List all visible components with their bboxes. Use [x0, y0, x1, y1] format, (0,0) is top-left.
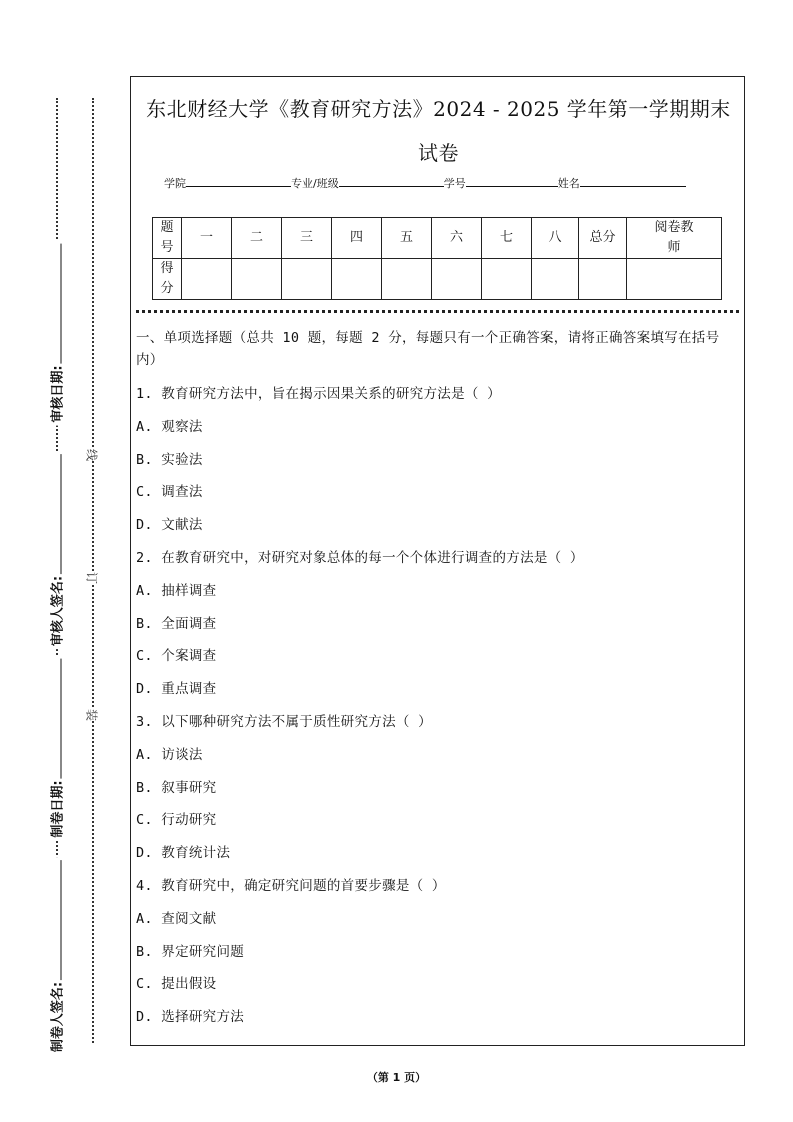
- name-blank[interactable]: [580, 176, 686, 187]
- page-number: （第 1 页）: [366, 1071, 427, 1084]
- question-stem: 3. 以下哪种研究方法不属于质性研究方法（ ）: [136, 713, 432, 730]
- reviewer-signature-label: 审核人签名:: [50, 575, 66, 647]
- section-divider: [136, 310, 739, 313]
- reviewer-signature-blank[interactable]: [51, 454, 62, 574]
- answer-option: C. 个案调查: [136, 648, 217, 665]
- question-stem: 4. 教育研究中，确定研究问题的首要步骤是（ ）: [136, 877, 446, 894]
- total-score-header: 总分: [579, 218, 627, 259]
- answer-option: D. 重点调查: [136, 681, 217, 698]
- answer-option: A. 抽样调查: [136, 582, 217, 599]
- score-cell[interactable]: [182, 259, 232, 300]
- student-id-label: 学号: [443, 177, 466, 190]
- review-date-blank[interactable]: [51, 243, 62, 363]
- cut-mark-staple: 装: [82, 709, 103, 721]
- answer-option: D. 文献法: [136, 517, 203, 534]
- paper-date-field[interactable]: [47, 655, 66, 840]
- score-cell[interactable]: [332, 259, 382, 300]
- college-blank[interactable]: [186, 176, 291, 187]
- student-info-row: [164, 175, 686, 191]
- score-col-header: 六: [432, 218, 482, 259]
- paper-date-label: 制卷日期:: [50, 780, 66, 838]
- score-cell[interactable]: [432, 259, 482, 300]
- grader-cell[interactable]: [627, 259, 722, 300]
- score-table: [152, 217, 722, 300]
- question-stem: 2. 在教育研究中，对研究对象总体的每一个个体进行调查的方法是（ ）: [136, 549, 584, 566]
- answer-option: A. 访谈法: [136, 746, 203, 763]
- paper-maker-signature-field[interactable]: [47, 857, 66, 1055]
- paper-maker-signature-label: 制卷人签名:: [50, 981, 66, 1053]
- answer-option: A. 查阅文献: [136, 910, 217, 927]
- answer-option: C. 行动研究: [136, 812, 217, 829]
- score-cell[interactable]: [482, 259, 532, 300]
- question-number-label: 题号: [153, 218, 182, 259]
- question-stem: 1. 教育研究方法中，旨在揭示因果关系的研究方法是（ ）: [136, 386, 501, 402]
- score-table-header-row: [153, 218, 722, 259]
- score-row-label: 得分: [153, 259, 182, 300]
- answer-option: D. 选择研究方法: [136, 1009, 245, 1026]
- cut-dotted-line: [92, 98, 94, 1043]
- binding-margin-left: [44, 98, 68, 1053]
- major-class-label: 专业/班级: [291, 177, 339, 190]
- binding-margin-cut: [84, 98, 100, 1043]
- section-single-choice: [136, 327, 738, 1034]
- answer-option: B. 全面调查: [136, 615, 217, 632]
- student-id-blank[interactable]: [466, 176, 558, 187]
- score-table-score-row: [153, 259, 722, 300]
- answer-option: C. 提出假设: [136, 976, 217, 993]
- answer-option: B. 实验法: [136, 451, 203, 468]
- score-col-header: 八: [532, 218, 579, 259]
- score-cell[interactable]: [532, 259, 579, 300]
- score-col-header: 四: [332, 218, 382, 259]
- college-label: 学院: [164, 177, 186, 190]
- section-heading: 一、单项选择题（总共 10 题，每题 2 分，每题只有一个正确答案，请将正确答案填写在括号内）: [136, 330, 720, 368]
- answer-option: B. 界定研究问题: [136, 943, 245, 960]
- answer-option: A. 观察法: [136, 418, 203, 435]
- score-col-header: 二: [232, 218, 282, 259]
- answer-option: B. 叙事研究: [136, 779, 217, 796]
- score-cell[interactable]: [232, 259, 282, 300]
- paper-date-blank[interactable]: [51, 658, 62, 778]
- score-col-header: 三: [282, 218, 332, 259]
- grader-header: 阅卷教师: [627, 218, 722, 259]
- review-date-field[interactable]: [47, 240, 66, 425]
- paper-maker-signature-blank[interactable]: [51, 860, 62, 980]
- cut-mark-line: 线: [82, 449, 103, 461]
- cut-mark-bind: 订: [82, 572, 103, 584]
- total-score-cell[interactable]: [579, 259, 627, 300]
- score-cell[interactable]: [282, 259, 332, 300]
- exam-paper: [130, 76, 745, 1046]
- reviewer-signature-field[interactable]: [47, 451, 66, 649]
- score-col-header: 七: [482, 218, 532, 259]
- score-col-header: 五: [382, 218, 432, 259]
- answer-option: C. 调查法: [136, 484, 203, 501]
- name-label: 姓名: [557, 177, 580, 190]
- exam-title: 东北财经大学《教育研究方法》2024 - 2025 学年第一学期期末试卷: [146, 97, 731, 165]
- major-class-blank[interactable]: [339, 176, 444, 187]
- score-cell[interactable]: [382, 259, 432, 300]
- score-col-header: 一: [182, 218, 232, 259]
- answer-option: D. 教育统计法: [136, 845, 231, 862]
- review-date-label: 审核日期:: [50, 365, 66, 423]
